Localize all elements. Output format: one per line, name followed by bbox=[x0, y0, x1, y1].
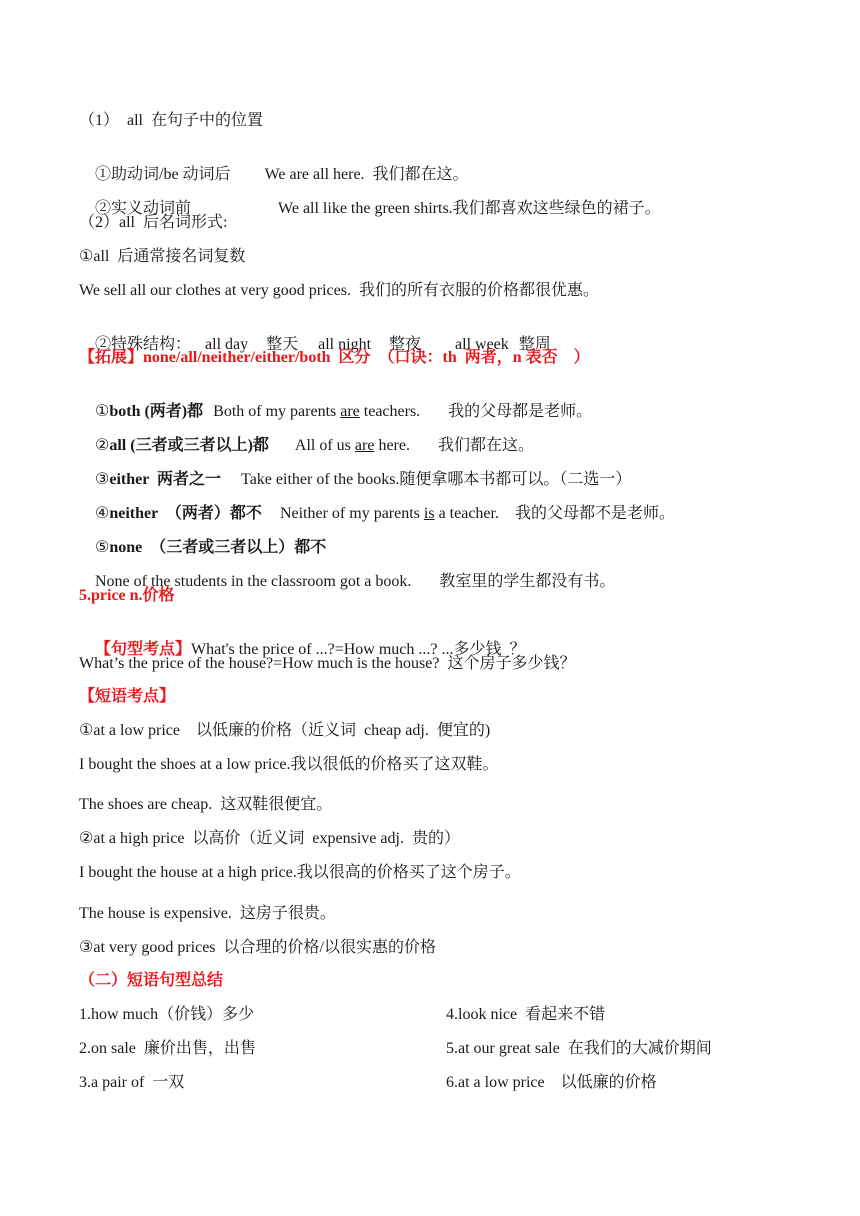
phrase-2: ②at a high price 以高价（近义词 expensive adj. 贵的） bbox=[79, 830, 460, 847]
underlined-verb: are bbox=[354, 437, 375, 454]
section-heading-all-position: （1） all 在句子中的位置 bbox=[79, 112, 263, 129]
example-sentence: None of the students in the classroom got a book. bbox=[95, 573, 412, 590]
pattern-text: What's the price of ...?=How much ...? ...多少钱 ？ bbox=[191, 641, 526, 658]
special-label: ②特殊结构： bbox=[95, 336, 192, 353]
circled-number: ③ bbox=[95, 471, 110, 488]
rule-label: ②实义动词前 bbox=[95, 200, 192, 217]
phrase-1-example-2: The shoes are cheap. 这双鞋很便宜。 bbox=[79, 796, 333, 813]
term: neither （两者）都不 bbox=[109, 505, 262, 522]
example-part: All of us bbox=[294, 437, 355, 454]
meaning: 整天 bbox=[266, 336, 299, 353]
summary-right-3: 6.at a low price 以低廉的价格 bbox=[446, 1074, 657, 1091]
example-part: here. bbox=[374, 437, 410, 454]
circled-number: ② bbox=[95, 437, 110, 454]
phrase-3: ③at very good prices 以合理的价格/以很实惠的价格 bbox=[79, 939, 436, 956]
phrase-2-example-2: The house is expensive. 这房子很贵。 bbox=[79, 905, 336, 922]
phrase: all night bbox=[318, 336, 372, 353]
example-part: a teacher. bbox=[434, 505, 499, 522]
translation: 我们都在这。 bbox=[437, 437, 534, 454]
term: none （三者或三者以上）都不 bbox=[109, 539, 327, 556]
example-part: Both of my parents bbox=[213, 403, 341, 420]
example-sentence: We are all here. 我们都在这。 bbox=[264, 166, 469, 183]
underlined-verb: is bbox=[423, 505, 435, 522]
summary-right-1: 4.look nice 看起来不错 bbox=[446, 1006, 606, 1023]
section-heading-noun-form: （2）all 后名词形式: bbox=[79, 214, 228, 231]
meaning: 整夜 bbox=[389, 336, 422, 353]
circled-number: ① bbox=[95, 403, 110, 420]
term: all (三者或三者以上)都 bbox=[109, 437, 269, 454]
underlined-verb: are bbox=[340, 403, 360, 420]
phrase-1: ①at a low price 以低廉的价格（近义词 cheap adj. 便宜的) bbox=[79, 722, 491, 739]
term: both (两者)都 bbox=[109, 403, 204, 420]
noun-form-example: We sell all our clothes at very good prices. 我们的所有衣服的价格都很优惠。 bbox=[79, 282, 599, 299]
example-part: Neither of my parents bbox=[279, 505, 424, 522]
circled-number: ④ bbox=[95, 505, 110, 522]
term: either 两者之一 bbox=[109, 471, 222, 488]
phrase: all week bbox=[455, 336, 509, 353]
phrase: all day bbox=[205, 336, 249, 353]
pattern-tag: 【句型考点】 bbox=[95, 641, 192, 658]
example-sentence: Take either of the books.随便拿哪本书都可以。（二选一） bbox=[241, 471, 632, 488]
circled-number: ⑤ bbox=[95, 539, 110, 556]
example-sentence: We all like the green shirts.我们都喜欢这些绿色的裙子。 bbox=[278, 200, 661, 217]
noun-form-rule-1: ①all 后通常接名词复数 bbox=[79, 248, 246, 265]
summary-heading: （二）短语句型总结 bbox=[79, 972, 224, 989]
meaning: 整周 bbox=[518, 336, 551, 353]
translation: 我的父母都是老师。 bbox=[448, 403, 593, 420]
phrase-tag: 【短语考点】 bbox=[79, 688, 176, 705]
example-part: teachers. bbox=[359, 403, 421, 420]
summary-right-2: 5.at our great sale 在我们的大减价期间 bbox=[446, 1040, 712, 1057]
extension-heading: 【拓展】none/all/neither/either/both 区分 （口诀：th 两者，n 表否 ） bbox=[79, 349, 590, 366]
price-heading: 5.price n.价格 bbox=[79, 587, 175, 604]
translation: 教室里的学生都没有书。 bbox=[439, 573, 616, 590]
rule-label: ①助动词/be 动词后 bbox=[95, 166, 231, 183]
pattern-example: What’s the price of the house?=How much is the house? 这个房子多少钱？ bbox=[79, 655, 576, 672]
summary-left-2: 2.on sale 廉价出售，出售 bbox=[79, 1040, 256, 1057]
summary-left-3: 3.a pair of 一双 bbox=[79, 1074, 185, 1091]
phrase-2-example: I bought the house at a high price.我以很高的价格买了这个房子。 bbox=[79, 864, 521, 881]
phrase-1-example: I bought the shoes at a low price.我以很低的价格买了这双鞋。 bbox=[79, 756, 499, 773]
summary-left-1: 1.how much（价钱）多少 bbox=[79, 1006, 255, 1023]
translation: 我的父母都不是老师。 bbox=[514, 505, 675, 522]
